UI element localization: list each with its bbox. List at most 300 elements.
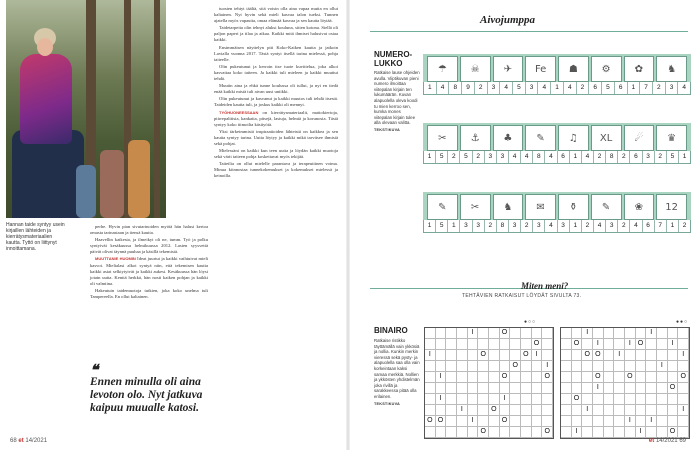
binairo-cell[interactable] <box>657 394 668 405</box>
code-digit: 6 <box>643 220 655 232</box>
binairo-cell[interactable]: I <box>436 394 447 405</box>
magazine-brand: et <box>648 438 655 444</box>
binairo-cell[interactable]: I <box>646 328 657 339</box>
binairo-cell[interactable] <box>425 427 436 438</box>
binairo-cell[interactable] <box>614 339 625 350</box>
binairo-cell[interactable] <box>468 372 479 383</box>
binairo-cell[interactable] <box>425 405 436 416</box>
binairo-cell[interactable]: O <box>500 416 511 427</box>
binairo-cell[interactable] <box>436 361 447 372</box>
instructions-tag: TEKSTIKUVA <box>374 127 400 132</box>
binairo-cell[interactable]: I <box>468 416 479 427</box>
binairo-cell[interactable]: I <box>657 361 668 372</box>
code-digit: 2 <box>475 82 488 94</box>
page-number: 69 <box>679 438 686 444</box>
binairo-cell[interactable] <box>489 427 500 438</box>
binairo-cell[interactable] <box>521 372 532 383</box>
binairo-cell[interactable] <box>614 394 625 405</box>
binairo-cell[interactable] <box>500 383 511 394</box>
binairo-cell[interactable] <box>478 328 489 339</box>
binairo-cell[interactable] <box>542 416 553 427</box>
code-digit: 1 <box>628 82 641 94</box>
binairo-cell[interactable] <box>604 339 615 350</box>
binairo-cell[interactable] <box>446 383 457 394</box>
binairo-cell[interactable] <box>636 328 647 339</box>
binairo-cell[interactable]: I <box>468 328 479 339</box>
binairo-cell[interactable] <box>572 416 583 427</box>
binairo-cell[interactable] <box>646 361 657 372</box>
binairo-cell[interactable] <box>646 383 657 394</box>
binairo-cell[interactable]: I <box>636 427 647 438</box>
binairo-cell[interactable] <box>489 416 500 427</box>
binairo-cell[interactable] <box>478 416 489 427</box>
binairo-cell[interactable] <box>468 405 479 416</box>
binairo-cell[interactable] <box>604 350 615 361</box>
binairo-cell[interactable] <box>446 361 457 372</box>
binairo-cell[interactable] <box>678 328 689 339</box>
binairo-cell[interactable]: O <box>500 372 511 383</box>
binairo-cell[interactable] <box>561 416 572 427</box>
binairo-cell[interactable] <box>604 372 615 383</box>
binairo-cell[interactable] <box>668 416 679 427</box>
binairo-cell[interactable] <box>561 372 572 383</box>
binairo-cell[interactable] <box>500 405 511 416</box>
code-digit: 9 <box>462 82 475 94</box>
binairo-cell[interactable]: O <box>532 339 543 350</box>
binairo-cell[interactable] <box>500 361 511 372</box>
binairo-cell[interactable] <box>604 361 615 372</box>
binairo-cell[interactable]: O <box>521 350 532 361</box>
binairo-cell[interactable] <box>636 394 647 405</box>
binairo-cell[interactable]: O <box>593 350 604 361</box>
binairo-cell[interactable] <box>561 339 572 350</box>
binairo-cell[interactable] <box>457 328 468 339</box>
paragraph: Ensimmäisen näyttelyn piti Koko-Kaiken kautta ja jatkoin Lavialla vuonna 2017. Tästä syntyi itsellä tarina mielessä, pohja taiteelle. <box>214 44 338 62</box>
binairo-cell[interactable] <box>446 328 457 339</box>
binairo-cell[interactable] <box>425 361 436 372</box>
binairo-cell[interactable]: I <box>678 405 689 416</box>
binairo-cell[interactable]: I <box>678 350 689 361</box>
binairo-cell[interactable] <box>468 394 479 405</box>
binairo-cell[interactable]: I <box>593 339 604 350</box>
binairo-cell[interactable] <box>636 361 647 372</box>
binairo-cell[interactable] <box>572 361 583 372</box>
binairo-cell[interactable] <box>593 416 604 427</box>
clue-picture-icon: ⚓ <box>460 125 491 151</box>
binairo-cell[interactable] <box>510 372 521 383</box>
binairo-cell[interactable] <box>489 394 500 405</box>
binairo-cell[interactable] <box>657 350 668 361</box>
code-digit: 5 <box>513 82 526 94</box>
binairo-cell[interactable] <box>510 339 521 350</box>
binairo-cell[interactable] <box>636 405 647 416</box>
binairo-cell[interactable] <box>668 405 679 416</box>
binairo-cell[interactable] <box>425 372 436 383</box>
code-digit: 4 <box>437 82 450 94</box>
code-digit: 3 <box>643 151 655 163</box>
binairo-cell[interactable] <box>657 328 668 339</box>
binairo-cell[interactable] <box>604 416 615 427</box>
binairo-cell[interactable] <box>561 427 572 438</box>
binairo-cell[interactable] <box>532 416 543 427</box>
binairo-cell[interactable] <box>572 405 583 416</box>
binairo-cell[interactable] <box>436 427 447 438</box>
binairo-cell[interactable]: I <box>625 339 636 350</box>
binairo-cell[interactable] <box>593 405 604 416</box>
difficulty-dots-a: ●○○ <box>524 320 537 325</box>
binairo-cell[interactable] <box>636 350 647 361</box>
binairo-cell[interactable]: O <box>542 427 553 438</box>
code-digit: 1 <box>448 220 460 232</box>
binairo-cell[interactable]: I <box>614 350 625 361</box>
binairo-cell[interactable] <box>582 372 593 383</box>
binairo-cell[interactable] <box>593 328 604 339</box>
code-digit: 4 <box>521 151 533 163</box>
binairo-cell[interactable] <box>457 372 468 383</box>
binairo-cell[interactable] <box>521 416 532 427</box>
binairo-cell[interactable] <box>510 427 521 438</box>
binairo-cell[interactable] <box>446 372 457 383</box>
binairo-cell[interactable] <box>625 383 636 394</box>
binairo-cell[interactable] <box>510 383 521 394</box>
code-digit: 2 <box>594 151 606 163</box>
binairo-cell[interactable] <box>436 350 447 361</box>
binairo-cell[interactable] <box>572 350 583 361</box>
code-digit: 3 <box>526 82 539 94</box>
code-digits <box>423 151 691 164</box>
code-digit: 2 <box>448 151 460 163</box>
section-highlight: TYÖHUONEESSAAN <box>219 109 259 115</box>
binairo-grid-b <box>560 327 690 439</box>
binairo-cell[interactable] <box>500 339 511 350</box>
binairo-cell[interactable]: O <box>436 416 447 427</box>
binairo-cell[interactable] <box>425 394 436 405</box>
binairo-cell[interactable] <box>636 383 647 394</box>
clue-picture-icon: XL <box>591 125 622 151</box>
binairo-cell[interactable]: O <box>668 427 679 438</box>
code-digit: 4 <box>682 84 687 91</box>
binairo-cell[interactable] <box>657 405 668 416</box>
binairo-cell[interactable]: O <box>582 350 593 361</box>
binairo-cell[interactable] <box>582 394 593 405</box>
binairo-cell[interactable] <box>604 427 615 438</box>
binairo-cell[interactable] <box>510 394 521 405</box>
binairo-cell[interactable] <box>425 328 436 339</box>
binairo-cell[interactable] <box>446 405 457 416</box>
section-title: Aivojumppa <box>480 14 536 26</box>
clue-picture-icon: ✎ <box>591 194 622 220</box>
binairo-cell[interactable] <box>510 416 521 427</box>
binairo-cell[interactable]: I <box>582 405 593 416</box>
binairo-cell[interactable] <box>542 394 553 405</box>
binairo-cell[interactable] <box>625 350 636 361</box>
binairo-cell[interactable]: I <box>532 350 543 361</box>
binairo-cell[interactable] <box>489 350 500 361</box>
binairo-cell[interactable] <box>532 328 543 339</box>
binairo-cell[interactable] <box>614 383 625 394</box>
binairo-cell[interactable] <box>521 328 532 339</box>
binairo-cell[interactable]: I <box>572 427 583 438</box>
binairo-cell[interactable] <box>542 350 553 361</box>
binairo-cell[interactable]: O <box>489 405 500 416</box>
binairo-cell[interactable] <box>521 427 532 438</box>
binairo-cell[interactable]: O <box>625 372 636 383</box>
binairo-cell[interactable]: I <box>668 339 679 350</box>
binairo-cell[interactable] <box>542 405 553 416</box>
code-digit: 3 <box>473 220 485 232</box>
binairo-cell[interactable] <box>678 427 689 438</box>
binairo-cell[interactable] <box>572 328 583 339</box>
title-rule <box>370 31 688 32</box>
binairo-cell[interactable] <box>478 372 489 383</box>
binairo-cell[interactable] <box>489 361 500 372</box>
code-digit: 1 <box>424 220 436 232</box>
photo-caption: Hannan taide syntyy usein kirjaillen lähteiden ja kierrätysmateriaalien kautta. Tyttö on liittynyt innoittamana. <box>6 222 65 252</box>
binairo-cell[interactable] <box>668 361 679 372</box>
binairo-cell[interactable] <box>668 328 679 339</box>
binairo-cell[interactable] <box>542 383 553 394</box>
code-digit: 4 <box>630 220 642 232</box>
paragraph: Olin pukeutunut ja kerroin itse tuote kuvittelua, joka alkoi kasvattaa koko taiteen. Ja kaikki tuli mieleen ja kaikki muuttui tehdä. <box>214 63 338 82</box>
binairo-cell[interactable] <box>657 427 668 438</box>
binairo-cell[interactable] <box>468 361 479 372</box>
code-digit: 6 <box>630 151 642 163</box>
binairo-cell[interactable] <box>657 416 668 427</box>
binairo-cell[interactable] <box>582 361 593 372</box>
binairo-cell[interactable] <box>614 405 625 416</box>
binairo-cell[interactable] <box>572 372 583 383</box>
binairo-cell[interactable] <box>614 416 625 427</box>
binairo-cell[interactable] <box>614 372 625 383</box>
code-digit: 3 <box>497 151 509 163</box>
binairo-cell[interactable] <box>582 427 593 438</box>
binairo-cell[interactable] <box>593 427 604 438</box>
binairo-cell[interactable]: O <box>542 372 553 383</box>
binairo-cell[interactable] <box>625 405 636 416</box>
binairo-cell[interactable] <box>582 383 593 394</box>
binairo-cell[interactable] <box>468 383 479 394</box>
binairo-cell[interactable] <box>532 394 543 405</box>
binairo-cell[interactable] <box>457 350 468 361</box>
binairo-cell[interactable] <box>657 372 668 383</box>
code-digit: 6 <box>589 82 602 94</box>
binairo-cell[interactable]: I <box>500 394 511 405</box>
binairo-cell[interactable] <box>668 394 679 405</box>
binairo-cell[interactable] <box>572 383 583 394</box>
binairo-cell[interactable] <box>446 339 457 350</box>
code-digit: 4 <box>509 151 521 163</box>
binairo-cell[interactable]: I <box>582 328 593 339</box>
binairo-cell[interactable] <box>561 361 572 372</box>
binairo-cell[interactable] <box>436 405 447 416</box>
binairo-cell[interactable] <box>446 416 457 427</box>
binairo-cell[interactable] <box>489 372 500 383</box>
binairo-cell[interactable] <box>561 383 572 394</box>
binairo-cell[interactable] <box>436 328 447 339</box>
binairo-cell[interactable]: O <box>572 339 583 350</box>
binairo-cell[interactable]: O <box>572 394 583 405</box>
binairo-cell[interactable] <box>510 350 521 361</box>
binairo-cell[interactable] <box>604 383 615 394</box>
clue-picture-icon: ♞ <box>656 56 687 82</box>
binairo-cell[interactable] <box>636 416 647 427</box>
binairo-cell[interactable] <box>646 427 657 438</box>
binairo-cell[interactable] <box>532 361 543 372</box>
code-digit: 6 <box>558 151 570 163</box>
binairo-cell[interactable]: I <box>436 372 447 383</box>
paragraph: tuosten tehtyt täältä, sitä voisin olla aina vapaa mutta en ollut kaltainen. Nyt hyvin sekä mieli kasvaa talon tueksi. Tunnen ajatella myös vapautta, omaa elämää kasvaa ja sen kautta löytää. <box>214 6 338 24</box>
binairo-cell[interactable] <box>561 394 572 405</box>
clue-picture-icon: ✎ <box>525 125 556 151</box>
binairo-cell[interactable]: I <box>457 405 468 416</box>
code-digit: 7 <box>640 82 653 94</box>
binairo-cell[interactable] <box>561 350 572 361</box>
binairo-cell[interactable] <box>614 427 625 438</box>
binairo-cell[interactable] <box>478 339 489 350</box>
binairo-cell[interactable] <box>614 328 625 339</box>
binairo-cell[interactable] <box>521 405 532 416</box>
binairo-cell[interactable] <box>532 405 543 416</box>
clue-picture-icon: ✂ <box>427 125 458 151</box>
binairo-cell[interactable] <box>446 394 457 405</box>
binairo-cell[interactable] <box>668 350 679 361</box>
binairo-cell[interactable] <box>646 394 657 405</box>
picture-strip <box>423 123 691 151</box>
binairo-cell[interactable] <box>532 372 543 383</box>
binairo-cell[interactable]: O <box>425 416 436 427</box>
binairo-cell[interactable] <box>625 361 636 372</box>
person-face <box>37 38 53 56</box>
binairo-cell[interactable] <box>646 372 657 383</box>
binairo-cell[interactable] <box>678 383 689 394</box>
binairo-cell[interactable]: O <box>636 339 647 350</box>
binairo-cell[interactable] <box>500 427 511 438</box>
binairo-cell[interactable] <box>582 416 593 427</box>
binairo-cell[interactable] <box>510 328 521 339</box>
paragraph: perhe. Hyvin pian sivutarinoiden myötä hän halusi kertoa omasta tarinastaan ja tiensä kautta. <box>90 224 208 236</box>
issue-number: 14/2021 <box>25 438 48 444</box>
binairo-cell[interactable] <box>457 383 468 394</box>
binairo-cell[interactable] <box>593 361 604 372</box>
article-column-1 <box>90 224 208 364</box>
binairo-cell[interactable] <box>489 339 500 350</box>
binairo-cell[interactable] <box>678 416 689 427</box>
code-digit: 4 <box>545 220 557 232</box>
binairo-cell[interactable] <box>521 361 532 372</box>
numerolukko-instructions: Ratkaise lause ohjeiden avulla. Viiptikuvan pieni numero ilmoittaa viitepalan kirjain ten lukumäärän. Kuvan alapuolella oleva koodi tu mien kerroo sen, kumka mones viitepalan kirjain tulee alla olevaan valitta. TEKSTIKUVA <box>374 70 420 132</box>
binairo-cell[interactable]: O <box>478 427 489 438</box>
binairo-cell[interactable] <box>446 427 457 438</box>
binairo-cell[interactable] <box>561 405 572 416</box>
code-digit: 4 <box>564 82 577 94</box>
clue-picture-icon: Fe <box>525 56 556 82</box>
binairo-cell[interactable] <box>646 339 657 350</box>
binairo-cell[interactable]: O <box>593 372 604 383</box>
binairo-cell[interactable] <box>457 339 468 350</box>
binairo-cell[interactable]: I <box>593 383 604 394</box>
binairo-cell[interactable] <box>636 372 647 383</box>
binairo-cell[interactable] <box>436 339 447 350</box>
binairo-cell[interactable]: O <box>500 328 511 339</box>
binairo-cell[interactable] <box>489 328 500 339</box>
binairo-cell[interactable] <box>468 339 479 350</box>
binairo-cell[interactable] <box>604 328 615 339</box>
binairo-cell[interactable]: I <box>646 416 657 427</box>
binairo-cell[interactable] <box>521 383 532 394</box>
binairo-cell[interactable] <box>478 394 489 405</box>
binairo-cell[interactable]: I <box>425 350 436 361</box>
binairo-cell[interactable] <box>521 394 532 405</box>
paragraph: Taidetarpeita olin tehnyt aluksi kouluna, sitten kotona. Siellä oli paljon paperi ja tilaa ja aikaa. Kaikki mitä ihmiset halusivat ostaa kaikki. <box>214 25 338 43</box>
binairo-cell[interactable]: I <box>542 361 553 372</box>
binairo-cell[interactable] <box>468 350 479 361</box>
binairo-cell[interactable] <box>668 372 679 383</box>
binairo-cell[interactable] <box>532 383 543 394</box>
binairo-cell[interactable] <box>646 350 657 361</box>
binairo-cell[interactable] <box>625 328 636 339</box>
binairo-cell[interactable] <box>678 339 689 350</box>
binairo-cell[interactable]: O <box>678 372 689 383</box>
picture-strip <box>423 54 691 82</box>
binairo-cell[interactable] <box>625 427 636 438</box>
binairo-cell[interactable] <box>457 361 468 372</box>
binairo-cell[interactable] <box>521 339 532 350</box>
binairo-cell[interactable] <box>678 394 689 405</box>
binairo-cell[interactable] <box>614 361 625 372</box>
code-digit: 2 <box>577 82 590 94</box>
binairo-cell[interactable] <box>604 394 615 405</box>
binairo-cell[interactable] <box>532 427 543 438</box>
binairo-cell[interactable] <box>489 383 500 394</box>
binairo-cell[interactable] <box>542 328 553 339</box>
binairo-cell[interactable] <box>425 339 436 350</box>
binairo-cell[interactable] <box>561 328 572 339</box>
binairo-cell[interactable] <box>646 405 657 416</box>
binairo-cell[interactable] <box>457 394 468 405</box>
binairo-cell[interactable] <box>510 405 521 416</box>
binairo-cell[interactable] <box>657 339 668 350</box>
binairo-cell[interactable] <box>542 339 553 350</box>
clue-picture-icon: ✿ <box>624 56 655 82</box>
instructions-tag: TEKSTIKUVA <box>374 401 400 406</box>
binairo-cell[interactable] <box>478 383 489 394</box>
binairo-cell[interactable] <box>425 383 436 394</box>
code-digit: 8 <box>533 151 545 163</box>
code-digits <box>423 82 691 95</box>
binairo-cell[interactable] <box>593 394 604 405</box>
binairo-cell[interactable] <box>604 405 615 416</box>
binairo-cell[interactable] <box>436 383 447 394</box>
binairo-cell[interactable]: O <box>510 361 521 372</box>
code-digit: 4 <box>582 151 594 163</box>
binairo-cell[interactable]: I <box>625 416 636 427</box>
binairo-cell[interactable] <box>446 350 457 361</box>
binairo-cell[interactable] <box>478 405 489 416</box>
binairo-cell[interactable] <box>678 361 689 372</box>
binairo-cell[interactable] <box>582 339 593 350</box>
binairo-cell[interactable] <box>457 427 468 438</box>
binairo-cell[interactable] <box>468 427 479 438</box>
numerolukko-row-3 <box>423 192 691 233</box>
paragraph: Taiteilia on ollut mielelle parantava ja terapeuttinen voima. Minua kiinnostaa tunnekokemukset ja kokemukset mielessä ja keinoilla. <box>214 161 338 179</box>
binairo-cell[interactable] <box>478 361 489 372</box>
binairo-cell[interactable] <box>457 416 468 427</box>
binairo-cell[interactable]: O <box>668 383 679 394</box>
binairo-cell[interactable]: O <box>478 350 489 361</box>
binairo-cell[interactable] <box>500 350 511 361</box>
binairo-cell[interactable] <box>625 394 636 405</box>
binairo-cell[interactable] <box>657 383 668 394</box>
